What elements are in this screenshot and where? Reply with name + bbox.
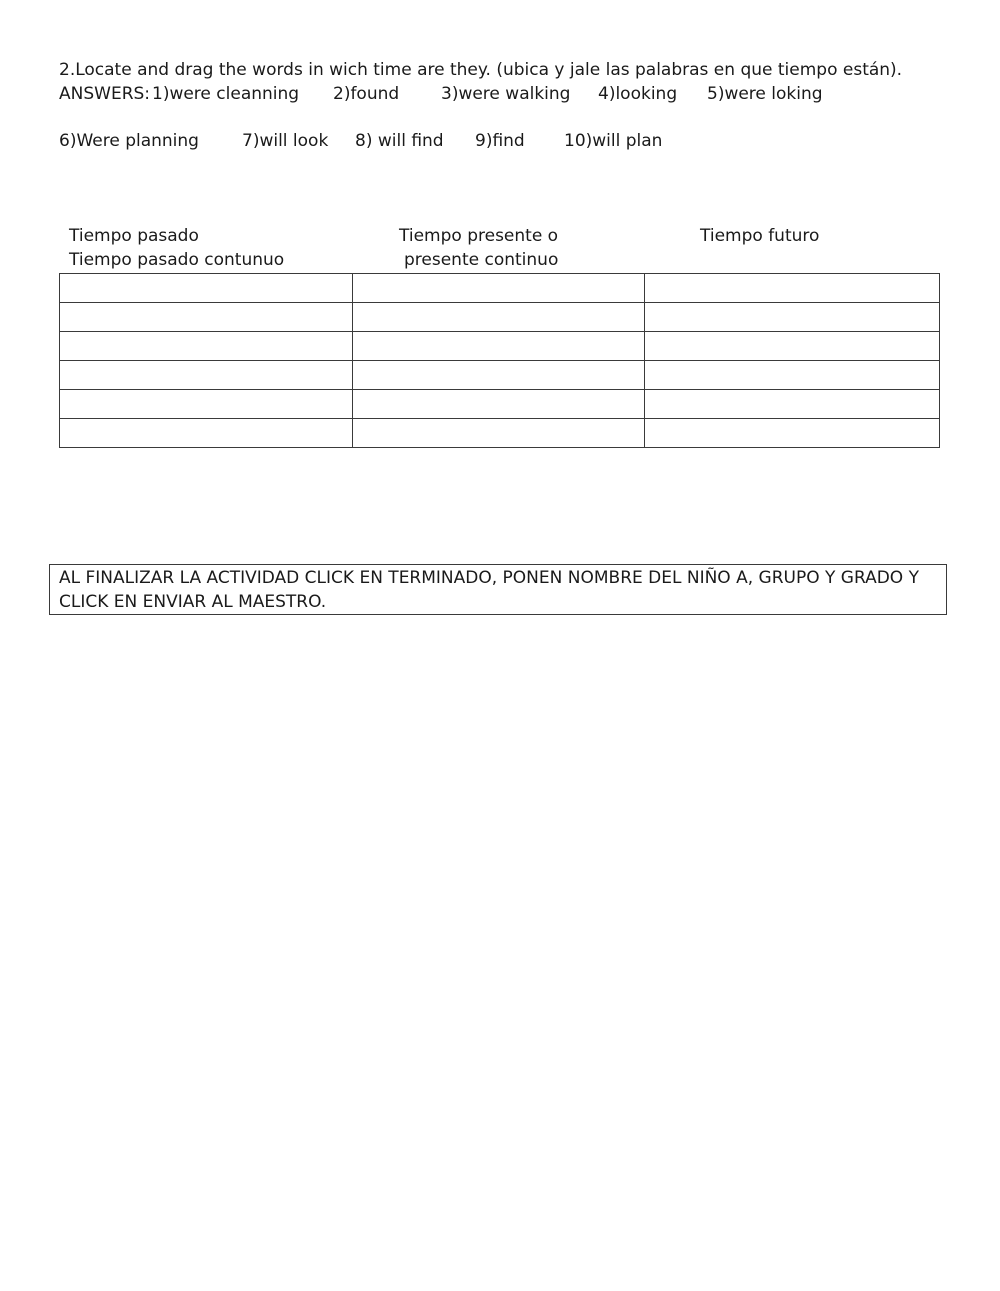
table-row [60,419,940,448]
answers-label: ANSWERS: [59,84,151,104]
column-header-past: Tiempo pasado [69,226,199,246]
drop-cell-future[interactable] [645,361,940,390]
table-row [60,274,940,303]
drop-cell-present[interactable] [353,274,645,303]
answer-word-9[interactable]: 9)find [475,131,525,151]
tense-table [59,273,940,448]
notice-text-line-2: CLICK EN ENVIAR AL MAESTRO. [59,592,327,612]
drop-cell-present[interactable] [353,419,645,448]
drop-cell-past[interactable] [60,361,353,390]
drop-cell-present[interactable] [353,303,645,332]
drop-cell-past[interactable] [60,274,353,303]
drop-cell-past[interactable] [60,332,353,361]
notice-box [49,564,947,615]
drop-cell-past[interactable] [60,390,353,419]
answer-word-10[interactable]: 10)will plan [564,131,663,151]
column-header-present: Tiempo presente o [399,226,559,246]
answer-word-8[interactable]: 8) will find [355,131,444,151]
drop-cell-present[interactable] [353,390,645,419]
table-row [60,390,940,419]
answer-word-6[interactable]: 6)Were planning [59,131,199,151]
drop-cell-present[interactable] [353,332,645,361]
answer-word-3[interactable]: 3)were walking [441,84,571,104]
drop-cell-future[interactable] [645,332,940,361]
drop-cell-past[interactable] [60,303,353,332]
instruction-text: 2.Locate and drag the words in wich time are they. (ubica y jale las palabras en que tiempo están). [59,60,903,80]
table-row [60,332,940,361]
drop-cell-future[interactable] [645,390,940,419]
drop-cell-future[interactable] [645,419,940,448]
answer-word-2[interactable]: 2)found [333,84,400,104]
answer-word-4[interactable]: 4)looking [598,84,678,104]
table-row [60,303,940,332]
column-header-present-continuous: presente continuo [404,250,559,270]
column-header-past-continuous: Tiempo pasado contunuo [69,250,285,270]
notice-text-line-1: AL FINALIZAR LA ACTIVIDAD CLICK EN TERMINADO, PONEN NOMBRE DEL NIÑO A, GRUPO Y GRADO Y [59,568,919,588]
drop-cell-future[interactable] [645,303,940,332]
answer-word-1[interactable]: 1)were cleanning [152,84,300,104]
drop-cell-present[interactable] [353,361,645,390]
drop-cell-past[interactable] [60,419,353,448]
column-header-future: Tiempo futuro [700,226,820,246]
answer-word-5[interactable]: 5)were loking [707,84,823,104]
answer-word-7[interactable]: 7)will look [242,131,329,151]
drop-cell-future[interactable] [645,274,940,303]
table-row [60,361,940,390]
